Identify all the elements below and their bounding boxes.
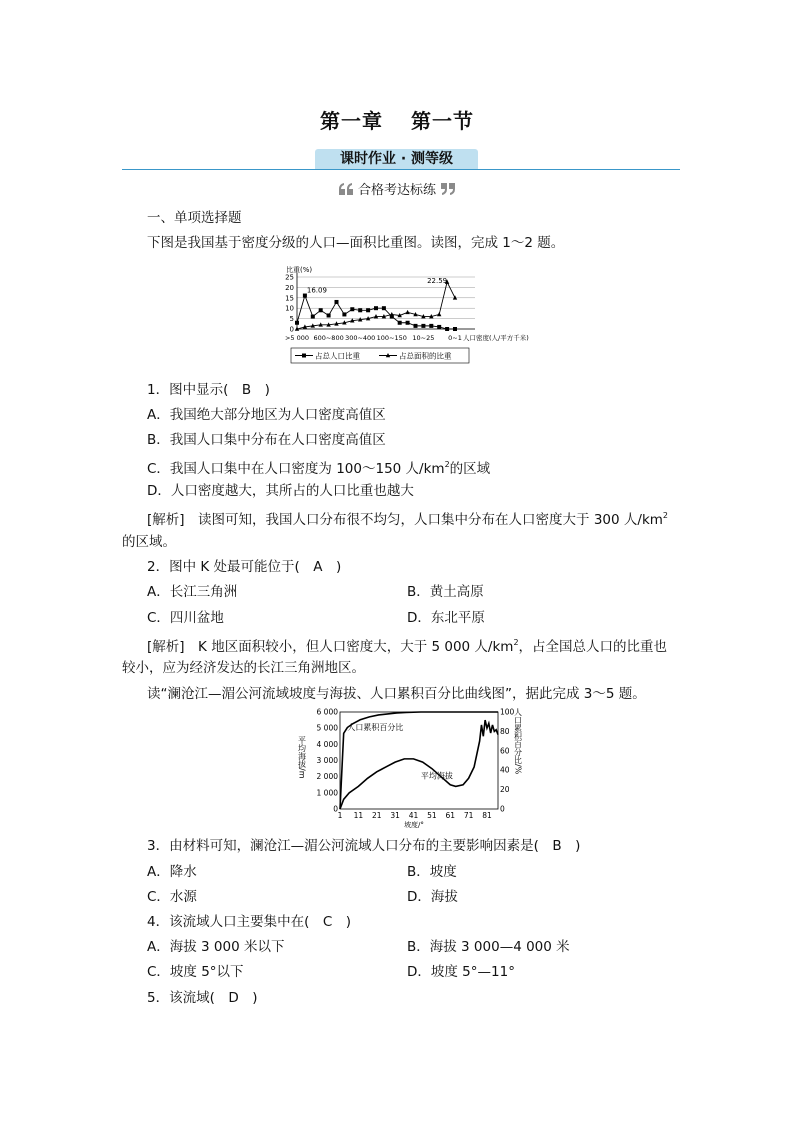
- x-tick-label: 10~25: [412, 334, 435, 342]
- q1-option-c-end: 的区域: [449, 461, 491, 477]
- q2-analysis-tag: [解析]: [147, 639, 185, 655]
- population-point: [295, 321, 299, 325]
- q2-analysis-text: K 地区面积较小，但人口密度大，大于 5 000 人/km: [184, 639, 514, 655]
- q3-option-d: D．海拔: [407, 889, 458, 905]
- q3-option-c: C．水源: [147, 889, 197, 905]
- right-tick-label: 100: [500, 707, 515, 717]
- x-tick-label: 51: [427, 811, 437, 820]
- y-tick-label: 0: [289, 325, 294, 334]
- x-axis-label: 人口密度(人/平方千米): [463, 334, 529, 342]
- left-tick-label: 6 000: [316, 707, 338, 717]
- x-tick-label: 100~150: [376, 334, 407, 342]
- q4-option-c: C．坡度 5°以下: [147, 964, 244, 980]
- legend-marker-square: [302, 354, 306, 358]
- q2-analysis-line2: 较小，应为经济发达的长江三角洲地区。: [122, 660, 365, 676]
- altitude-curve: [340, 720, 498, 809]
- population-point: [374, 306, 378, 310]
- x-tick-label: 1: [337, 811, 343, 820]
- x-tick-label: 21: [371, 811, 382, 820]
- q2-stem: 2．图中 K 处最可能位于( A ): [147, 559, 342, 575]
- annotation-label: 22.59: [427, 277, 448, 286]
- q4-option-d: D．坡度 5°—11°: [407, 964, 515, 980]
- q2-analysis-end: ，占全国总人口的比重也: [518, 639, 668, 655]
- population-point: [319, 308, 323, 312]
- left-tick-label: 4 000: [316, 739, 338, 749]
- q2-option-b: B．黄土高原: [407, 584, 484, 600]
- section-number: 第一节: [410, 109, 474, 133]
- right-tick-label: 40: [500, 765, 510, 775]
- population-point: [350, 307, 354, 311]
- q1-analysis-text: 读图可知，我国人口分布很不均匀，人口集中分布在人口密度大于 300 人/km: [184, 512, 663, 528]
- q1-option-c-text: C．我国人口集中在人口密度为 100～150 人/km: [147, 461, 445, 477]
- q1-option-b: B．我国人口集中分布在人口密度高值区: [147, 432, 386, 448]
- left-tick-label: 1 000: [316, 788, 338, 798]
- y-tick-label: 15: [285, 294, 294, 303]
- population-point: [335, 300, 339, 304]
- section-heading: [0, 179, 794, 198]
- q1-stem: 1．图中显示( B ): [147, 382, 270, 398]
- population-point: [414, 324, 418, 328]
- q2-analysis: [147, 633, 667, 657]
- q2-analysis-sup: 2: [513, 638, 519, 647]
- banner-underline: [122, 169, 680, 170]
- y-tick-label: 25: [285, 273, 294, 282]
- x-tick-label: 11: [353, 811, 364, 820]
- q1-analysis: [147, 506, 668, 530]
- population-point: [342, 312, 346, 316]
- q1-option-c-sup: 2: [444, 460, 450, 469]
- right-tick-label: 60: [500, 746, 510, 756]
- page-title: [0, 105, 794, 134]
- x-tick-label: 0~1: [448, 334, 462, 342]
- chapter-title: 第一章: [320, 109, 384, 133]
- population-point: [406, 321, 410, 325]
- altitude-series-label: 平均海拔: [420, 771, 453, 781]
- q3-option-b: B．坡度: [407, 864, 457, 880]
- area-point: [405, 310, 409, 314]
- population-point: [437, 325, 441, 329]
- y-tick-label: 20: [285, 283, 294, 292]
- right-tick-label: 0: [500, 804, 505, 814]
- x-tick-label: 31: [390, 811, 400, 820]
- q4-option-a: A．海拔 3 000 米以下: [147, 939, 285, 955]
- y-tick-label: 5: [289, 315, 294, 324]
- area-point: [390, 312, 394, 316]
- left-tick-label: 5 000: [316, 723, 338, 733]
- q2-option-c: C．四川盆地: [147, 610, 224, 626]
- y-axis-label: 比重(%): [286, 266, 313, 274]
- population-point: [358, 308, 362, 312]
- close-quote-icon: [440, 182, 456, 196]
- left-tick-label: 3 000: [316, 756, 338, 765]
- x-tick-label: 300~400: [345, 334, 376, 342]
- q1-analysis-sup: 2: [662, 511, 669, 520]
- q3-option-a: A．降水: [147, 864, 197, 880]
- intro-text-2: 读“澜沧江—湄公河流域坡度与海拔、人口累积百分比曲线图”，据此完成 3～5 题。: [147, 686, 646, 702]
- q4-stem: 4．该流域人口主要集中在( C ): [147, 914, 352, 930]
- left-tick-label: 2 000: [316, 772, 338, 782]
- x-tick-label: 81: [482, 811, 492, 820]
- legend-label-2: 占总面积的比重: [399, 351, 452, 361]
- population-area-chart: [283, 263, 545, 367]
- population-point: [398, 321, 402, 325]
- q2-option-d: D．东北平原: [407, 610, 485, 626]
- x-tick-label: 600~800: [313, 334, 344, 342]
- population-point: [453, 327, 457, 331]
- q1-option-c: [147, 455, 490, 479]
- q3-stem: 3．由材料可知，澜沧江—湄公河流域人口分布的主要影响因素是( B ): [147, 838, 581, 854]
- y-tick-label: 10: [285, 304, 294, 313]
- population-point: [445, 327, 449, 331]
- population-point: [382, 306, 386, 310]
- population-point: [327, 313, 331, 317]
- annotation-label: 16.09: [306, 286, 327, 295]
- q1-option-d: D．人口密度越大，其所占的人口比重也越大: [147, 483, 414, 499]
- x-tick-label: 71: [463, 811, 474, 820]
- q1-analysis-line2: 的区域。: [122, 534, 176, 550]
- part-heading: 一、单项选择题: [147, 210, 242, 226]
- area-point: [437, 312, 441, 316]
- intro-text-1: 下图是我国基于密度分级的人口—面积比重图。读图，完成 1～2 题。: [147, 235, 565, 251]
- q5-stem: 5．该流域( D ): [147, 990, 258, 1006]
- left-axis-label: 平均海拔/m: [297, 736, 307, 779]
- right-tick-label: 20: [500, 785, 510, 795]
- left-tick-label: 0: [333, 804, 338, 814]
- section-label: 合格考达标练: [357, 183, 436, 198]
- population-point: [421, 324, 425, 328]
- population-point: [429, 324, 433, 328]
- slope-altitude-chart: [292, 706, 526, 830]
- legend-label-1: 占总人口比重: [315, 351, 360, 361]
- population-point: [311, 315, 315, 319]
- area-point: [453, 295, 457, 299]
- open-quote-icon: [338, 182, 354, 196]
- q1-analysis-tag: [解析]: [147, 512, 185, 528]
- x-tick-label: >5 000: [284, 334, 310, 342]
- q4-option-b: B．海拔 3 000—4 000 米: [407, 939, 570, 955]
- x-tick-label: 61: [445, 811, 456, 820]
- population-series-label: 人口累积百分比: [347, 722, 404, 732]
- x-axis-label: 坡度/°: [404, 821, 424, 829]
- right-tick-label: 80: [500, 726, 510, 736]
- x-tick-label: 41: [408, 811, 419, 820]
- homework-banner: 课时作业 · 测等级: [315, 149, 478, 169]
- population-point: [366, 308, 370, 312]
- right-axis-label: 人口累积百分比/%: [513, 708, 523, 775]
- q2-option-a: A．长江三角洲: [147, 584, 238, 600]
- q1-option-a: A．我国绝大部分地区为人口密度高值区: [147, 407, 386, 423]
